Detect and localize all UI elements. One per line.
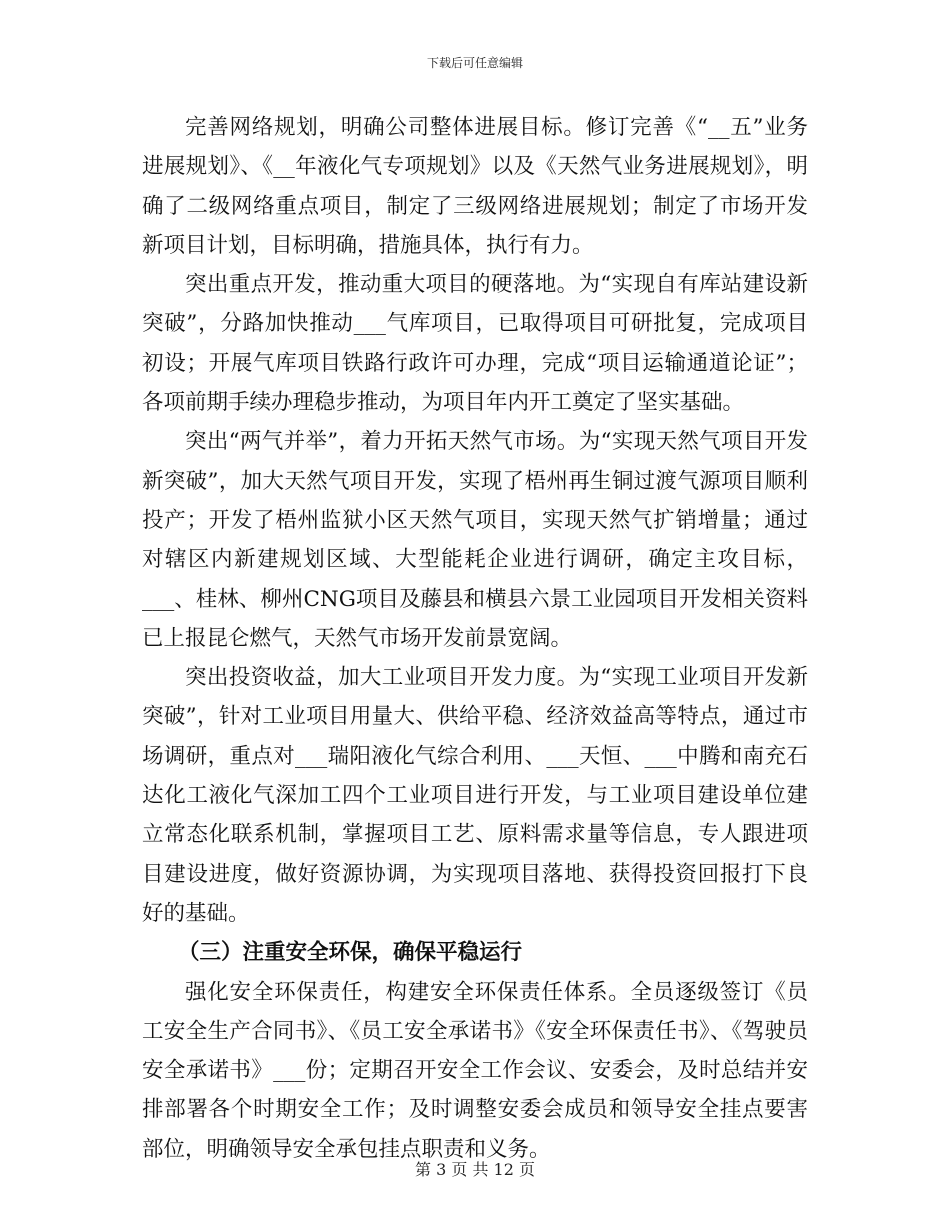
paragraph-safety-responsibility: 强化安全环保责任，构建安全环保责任体系。全员逐级签订《员工安全生产合同书》、《员工安全承诺书》《安全环保责任书》、《驾驶员安全承诺书》___份；定期召开安全工作会议、安委会，及时总结并安排部署各个时期安全工作；及时调整安委会成员和领导安全挂点要害部位，明确领导安全承包挂点职责和义务。 — [142, 979, 808, 1162]
section-heading-safety: （三）注重安全环保，确保平稳运行 — [178, 940, 523, 966]
paragraph-industrial-projects: 突出投资收益，加大工业项目开发力度。为“实现工业项目开发新突破”，针对工业项目用量大、供给平稳、经济效益高等特点，通过市场调研，重点对___瑞阳液化气综合利用、___天恒、___中腾和南充石达化工液化气深加工四个工业项目进行开发，与工业项目建设单位建立常态化联系机制，掌握项目工艺、原料需求量等信息，专人跟进项目建设进度，做好资源协调，为实现项目落地、获得投资回报打下良好的基础。 — [142, 665, 808, 926]
paragraph-key-projects: 突出重点开发，推动重大项目的硬落地。为“实现自有库站建设新突破”，分路加快推动___气库项目，已取得项目可研批复，完成项目初设；开展气库项目铁路行政许可办理，完成“项目运输通道论证”；各项前期手续办理稳步推动，为项目年内开工奠定了坚实基础。 — [142, 272, 808, 416]
document-body — [142, 108, 808, 1169]
paragraph-natural-gas-market: 突出“两气并举”，着力开拓天然气市场。为“实现天然气项目开发新突破”，加大天然气项目开发，实现了梧州再生铜过渡气源项目顺利投产；开发了梧州监狱小区天然气项目，实现天然气扩销增量；通过对辖区内新建规划区域、大型能耗企业进行调研，确定主攻目标，___、桂林、柳州CNG项目及藤县和横县六景工业园项目开发相关资料已上报昆仑燃气，天然气市场开发前景宽阔。 — [142, 429, 808, 651]
page-footer: 第 3 页 共 12 页 — [415, 1160, 535, 1179]
paragraph-network-planning: 完善网络规划，明确公司整体进展目标。修订完善《“__五”业务进展规划》、《__年液化气专项规划》以及《天然气业务进展规划》，明确了二级网络重点项目，制定了三级网络进展规划；制定了市场开发新项目计划，目标明确，措施具体，执行有力。 — [142, 115, 808, 258]
page-header: 下载后可任意编辑 — [426, 56, 523, 70]
